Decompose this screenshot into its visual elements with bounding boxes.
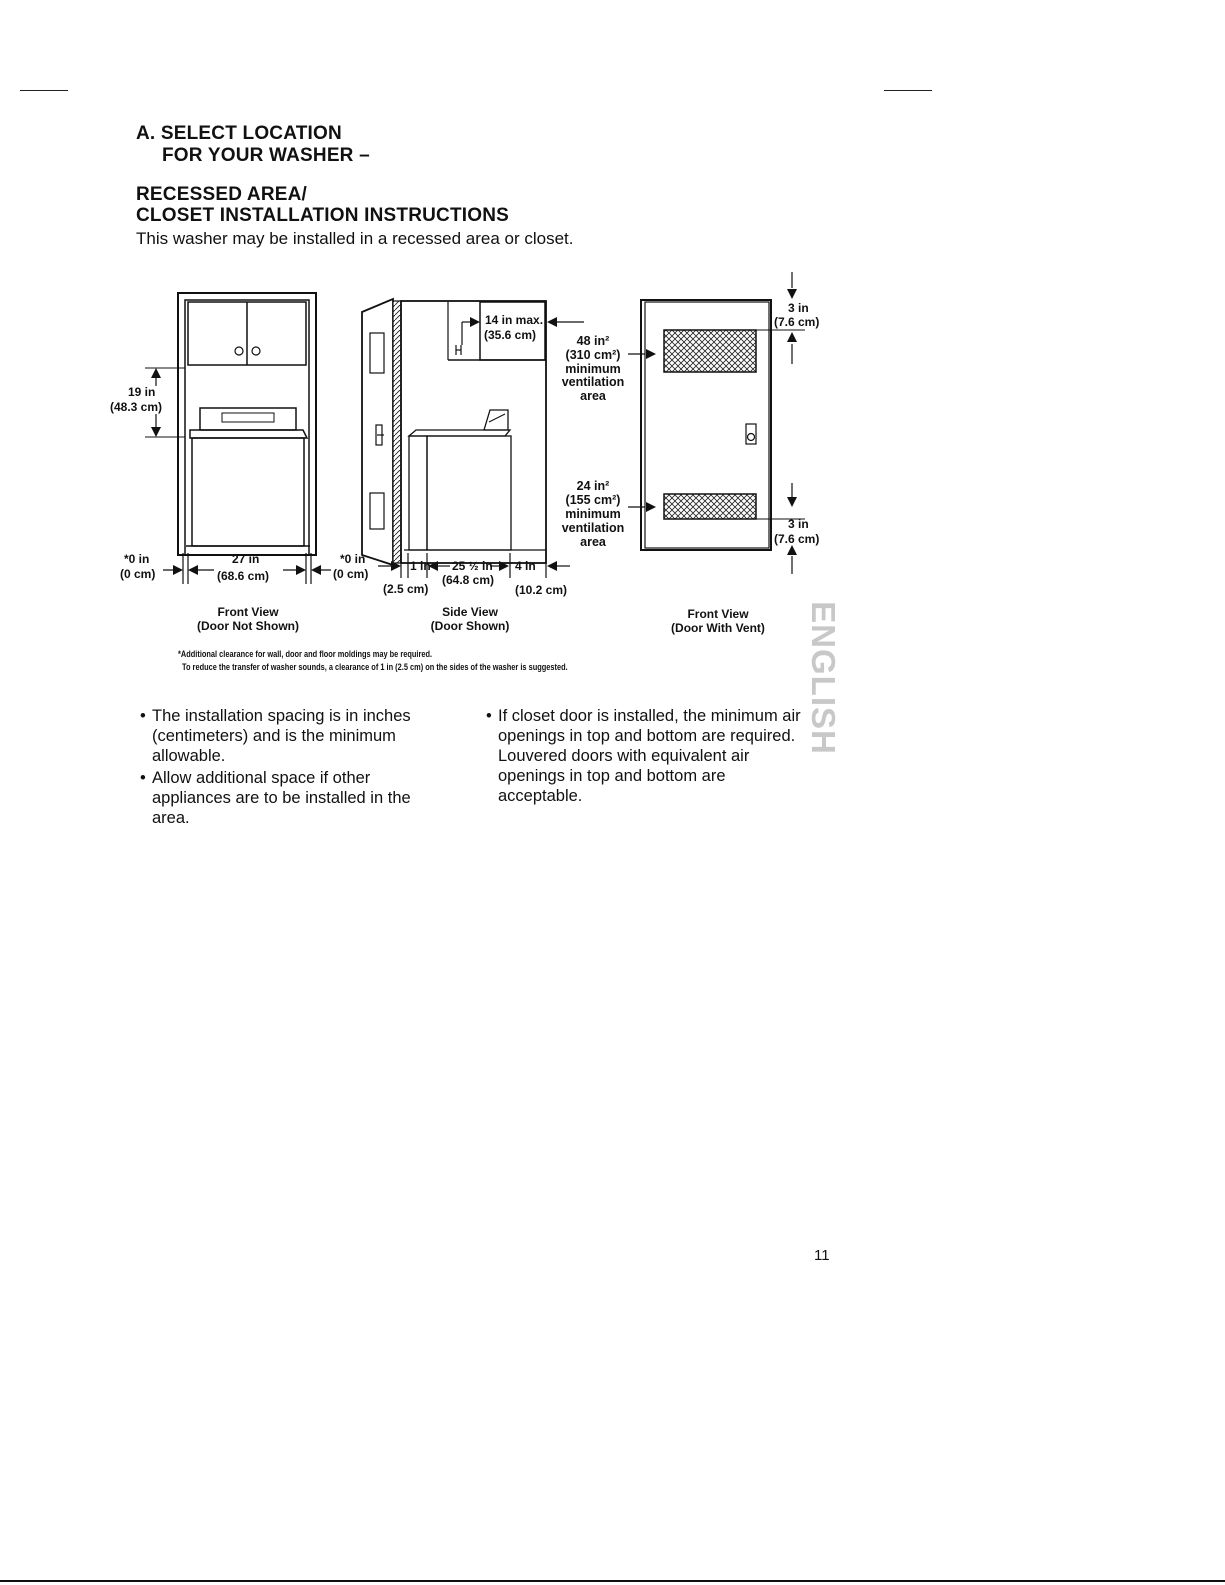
shelf-depth-cm: (35.6 cm) bbox=[484, 328, 537, 342]
arrow-icon bbox=[547, 561, 557, 571]
caption-front-view: Front View bbox=[217, 605, 279, 619]
language-tab-label: ENGLISH bbox=[805, 600, 842, 755]
bottom-vent-label bbox=[562, 479, 625, 549]
front-width-in: 27 in bbox=[232, 552, 260, 566]
arrow-icon bbox=[547, 317, 557, 327]
arrow-icon bbox=[787, 289, 797, 299]
installation-diagram bbox=[0, 260, 860, 685]
heading-line-4: CLOSET INSTALLATION INSTRUCTIONS bbox=[136, 205, 510, 226]
crop-mark-right bbox=[884, 90, 932, 91]
page-number: 11 bbox=[814, 1247, 830, 1264]
arrow-icon bbox=[787, 497, 797, 507]
arrow-icon bbox=[311, 565, 321, 575]
arrow-icon bbox=[151, 427, 161, 437]
list-item: • Allow additional space if other appliances are to be installed in the area. bbox=[138, 768, 438, 828]
arrow-icon bbox=[173, 565, 183, 575]
front-left-in: *0 in bbox=[124, 552, 150, 566]
note-additional-clearance: *Additional clearance for wall, door and floor moldings may be required. bbox=[178, 649, 433, 660]
front-width-cm: (68.6 cm) bbox=[217, 569, 270, 583]
heading-line-2: FOR YOUR WASHER – bbox=[162, 145, 370, 166]
caption-door-shown: (Door Shown) bbox=[430, 619, 510, 633]
heading-line-3: RECESSED AREA/ bbox=[136, 184, 308, 205]
side-rear-cm: (10.2 cm) bbox=[515, 583, 568, 597]
side-left-cm: (0 cm) bbox=[333, 567, 369, 581]
arrow-icon bbox=[787, 332, 797, 342]
intro-text: This washer may be installed in a recessed area or closet. bbox=[136, 229, 574, 248]
language-tab bbox=[805, 590, 842, 765]
bullet-list-left bbox=[138, 706, 438, 830]
top-vent-line-4: ventilation bbox=[561, 375, 625, 389]
side-gap-in: 1 in bbox=[410, 559, 431, 573]
caption-front-view-vent: Front View bbox=[687, 607, 749, 621]
top-vent-line-3: minimum bbox=[565, 362, 621, 376]
arrow-icon bbox=[296, 565, 306, 575]
side-depth-in: 25 ½ in bbox=[452, 559, 493, 573]
top-vent-line-1: 48 in² bbox=[576, 334, 610, 348]
caption-side-view: Side View bbox=[442, 605, 498, 619]
top-vent-label bbox=[562, 334, 625, 403]
bottom-rule bbox=[0, 1580, 1225, 1582]
side-depth-cm: (64.8 cm) bbox=[442, 573, 495, 587]
vent-top-in: 3 in bbox=[788, 301, 809, 315]
front-view-drawing bbox=[145, 293, 316, 555]
arrow-icon bbox=[646, 349, 656, 359]
arrow-icon bbox=[188, 565, 198, 575]
list-item: • If closet door is installed, the minimum air openings in top and bottom are required. Louvered doors with equivalent air openings in top and bottom are acceptable. bbox=[484, 706, 806, 806]
caption-door-not-shown: (Door Not Shown) bbox=[197, 619, 299, 633]
vent-top-cm: (7.6 cm) bbox=[774, 315, 820, 329]
shelf-depth-in: 14 in max. bbox=[485, 313, 544, 327]
caption-door-with-vent: (Door With Vent) bbox=[671, 621, 765, 635]
side-gap-cm: (2.5 cm) bbox=[383, 582, 429, 596]
top-vent-line-5: area bbox=[580, 389, 606, 403]
bottom-vent-line-1: 24 in² bbox=[576, 479, 610, 493]
front-height-cm: (48.3 cm) bbox=[110, 400, 163, 414]
front-height-in: 19 in bbox=[128, 385, 156, 399]
list-item: • The installation spacing is in inches (centimeters) and is the minimum allowable. bbox=[138, 706, 438, 766]
top-vent-line-2: (310 cm²) bbox=[565, 348, 621, 362]
side-rear-in: 4 in bbox=[515, 559, 536, 573]
bottom-vent-line-4: ventilation bbox=[561, 521, 625, 535]
crop-mark-left bbox=[20, 90, 68, 91]
note-sound-clearance: To reduce the transfer of washer sounds, a clearance of 1 in (2.5 cm) on the sides of the washer is suggested. bbox=[182, 662, 568, 673]
arrow-icon bbox=[470, 317, 480, 327]
bottom-vent-line-3: minimum bbox=[565, 507, 621, 521]
side-left-in: *0 in bbox=[340, 552, 366, 566]
bottom-vent-line-2: (155 cm²) bbox=[565, 493, 621, 507]
heading-line-1: A. SELECT LOCATION bbox=[136, 123, 342, 144]
arrow-icon bbox=[151, 368, 161, 378]
vent-bottom-cm: (7.6 cm) bbox=[774, 532, 820, 546]
arrow-icon bbox=[646, 502, 656, 512]
bottom-vent-line-5: area bbox=[580, 535, 606, 549]
front-left-cm: (0 cm) bbox=[120, 567, 156, 581]
vent-bottom-in: 3 in bbox=[788, 517, 809, 531]
arrow-icon bbox=[787, 545, 797, 555]
bullet-list-right bbox=[484, 706, 806, 808]
